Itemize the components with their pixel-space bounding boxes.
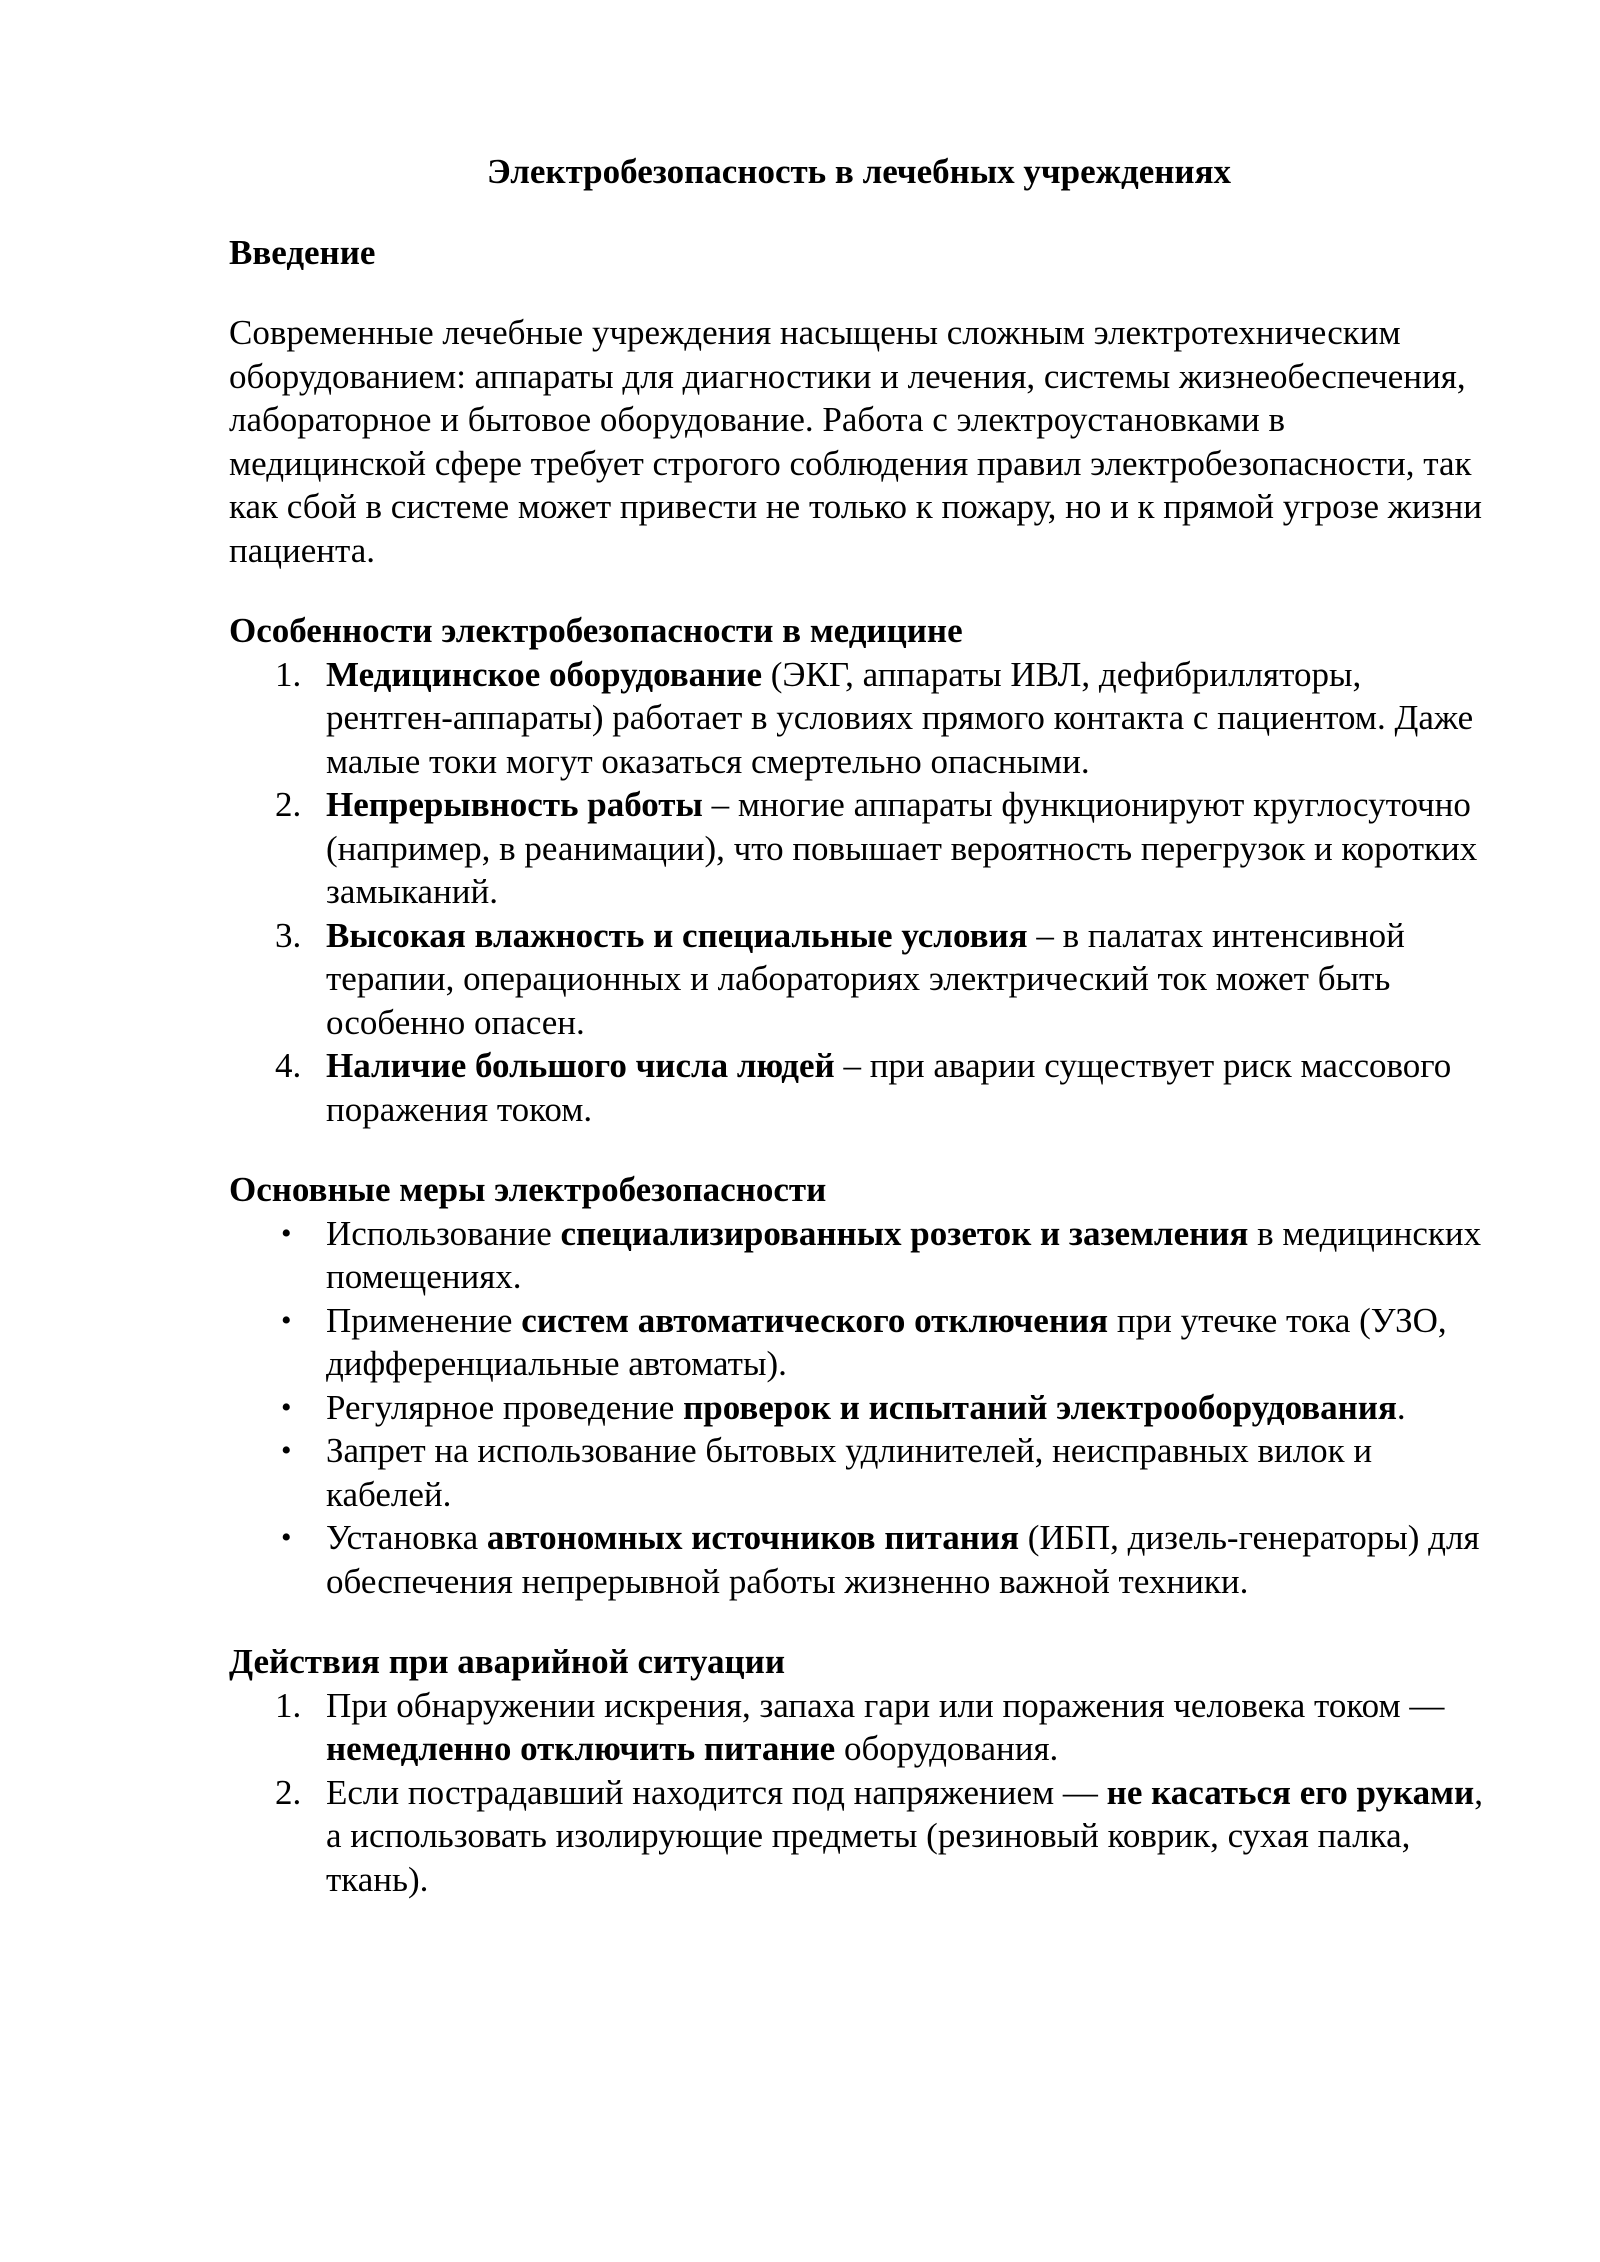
item-bold-term: проверок и испытаний электрооборудования: [683, 1387, 1397, 1427]
item-text: Использование: [326, 1213, 561, 1253]
list-item: [229, 653, 1489, 784]
item-text: , а использовать изолирующие предметы (резиновый коврик, сухая палка, ткань).: [326, 1772, 1483, 1899]
features-heading: Особенности электробезопасности в медицине: [229, 611, 963, 650]
list-number: 2.: [275, 1772, 302, 1812]
list-item: [229, 1386, 1489, 1430]
item-text: – в палатах интенсивной терапии, операционных и лабораториях электрический ток может быть особенно опасен.: [326, 915, 1405, 1042]
list-item: [229, 1044, 1489, 1131]
measures-list: [229, 1212, 1489, 1604]
list-item: [229, 1684, 1489, 1771]
list-item: [229, 783, 1489, 914]
item-bold-term: систем автоматического отключения: [521, 1300, 1109, 1340]
item-text: Установка: [326, 1518, 487, 1557]
bullet-icon: •: [281, 1434, 292, 1467]
list-number: 2.: [275, 785, 302, 824]
item-text: в медицинских помещениях.: [326, 1213, 1482, 1296]
item-text: При обнаружении искрения, запаха гари или поражения человека током —: [326, 1685, 1445, 1725]
bullet-icon: •: [281, 1216, 292, 1250]
document-page: [229, 150, 1489, 1901]
list-item: [229, 1516, 1489, 1603]
list-item: [229, 1212, 1489, 1299]
item-text: – при аварии существует риск массового поражения током.: [326, 1046, 1452, 1129]
measures-heading: Основные меры электробезопасности: [229, 1170, 827, 1209]
intro-paragraph: Современные лечебные учреждения насыщены сложным электротехническим оборудованием: аппараты для диагностики и лечения, системы жизнеобеспечения, лабораторное и бытовое оборудование. Работа с электроустановками в медицинской сфере требует строгого соблюдения правил электробезопасности, так как сбой в системе может привести не только к пожару, но и к прямой угрозе жизни пациента.: [229, 313, 1482, 570]
document-title: Электробезопасность в лечебных учреждениях: [486, 152, 1232, 191]
item-text: – многие аппараты функционируют круглосуточно (например, в реанимации), что повышает вероятность перегрузок и коротких замыканий.: [326, 785, 1478, 911]
emergency-list: [229, 1684, 1489, 1902]
item-bold-term: автономных источников питания: [486, 1518, 1020, 1557]
item-text: Запрет на использование бытовых удлинителей, неисправных вилок и кабелей.: [326, 1431, 1373, 1514]
item-text: Регулярное проведение: [326, 1387, 684, 1427]
emergency-heading: Действия при аварийной ситуации: [229, 1642, 785, 1681]
list-item: [229, 914, 1489, 1045]
list-number: 1.: [275, 1685, 302, 1725]
item-bold-term: не касаться его руками: [1106, 1772, 1475, 1812]
list-item: [229, 1299, 1489, 1386]
bullet-icon: •: [281, 1390, 292, 1424]
features-list: [229, 653, 1489, 1132]
item-text: при утечке тока (УЗО, дифференциальные автоматы).: [326, 1300, 1447, 1383]
bullet-icon: •: [281, 1303, 292, 1337]
list-item: [229, 1429, 1489, 1516]
list-item: [229, 1771, 1489, 1902]
item-text: Применение: [326, 1300, 522, 1340]
list-number: 1.: [275, 654, 302, 694]
item-text: (ИБП, дизель-генераторы) для обеспечения непрерывной работы жизненно важной техники.: [326, 1518, 1480, 1601]
item-bold-term: Высокая влажность и специальные условия: [326, 915, 1028, 955]
item-bold-term: Медицинское оборудование: [326, 654, 762, 694]
item-bold-term: специализированных розеток и заземления: [560, 1213, 1249, 1253]
item-bold-term: немедленно отключить питание: [326, 1729, 836, 1768]
bullet-icon: •: [281, 1521, 292, 1554]
intro-heading: Введение: [229, 232, 376, 272]
list-number: 3.: [275, 915, 302, 955]
list-number: 4.: [275, 1046, 302, 1085]
item-text: (ЭКГ, аппараты ИВЛ, дефибрилляторы, рентген-аппараты) работает в условиях прямого контакта с пациентом. Даже малые токи могут оказаться смертельно опасными.: [326, 654, 1474, 781]
item-text: .: [1396, 1387, 1406, 1427]
item-text: оборудования.: [835, 1729, 1059, 1768]
item-text: Если пострадавший находится под напряжением —: [326, 1772, 1107, 1812]
item-bold-term: Наличие большого числа людей: [326, 1046, 835, 1085]
item-bold-term: Непрерывность работы: [326, 785, 703, 824]
